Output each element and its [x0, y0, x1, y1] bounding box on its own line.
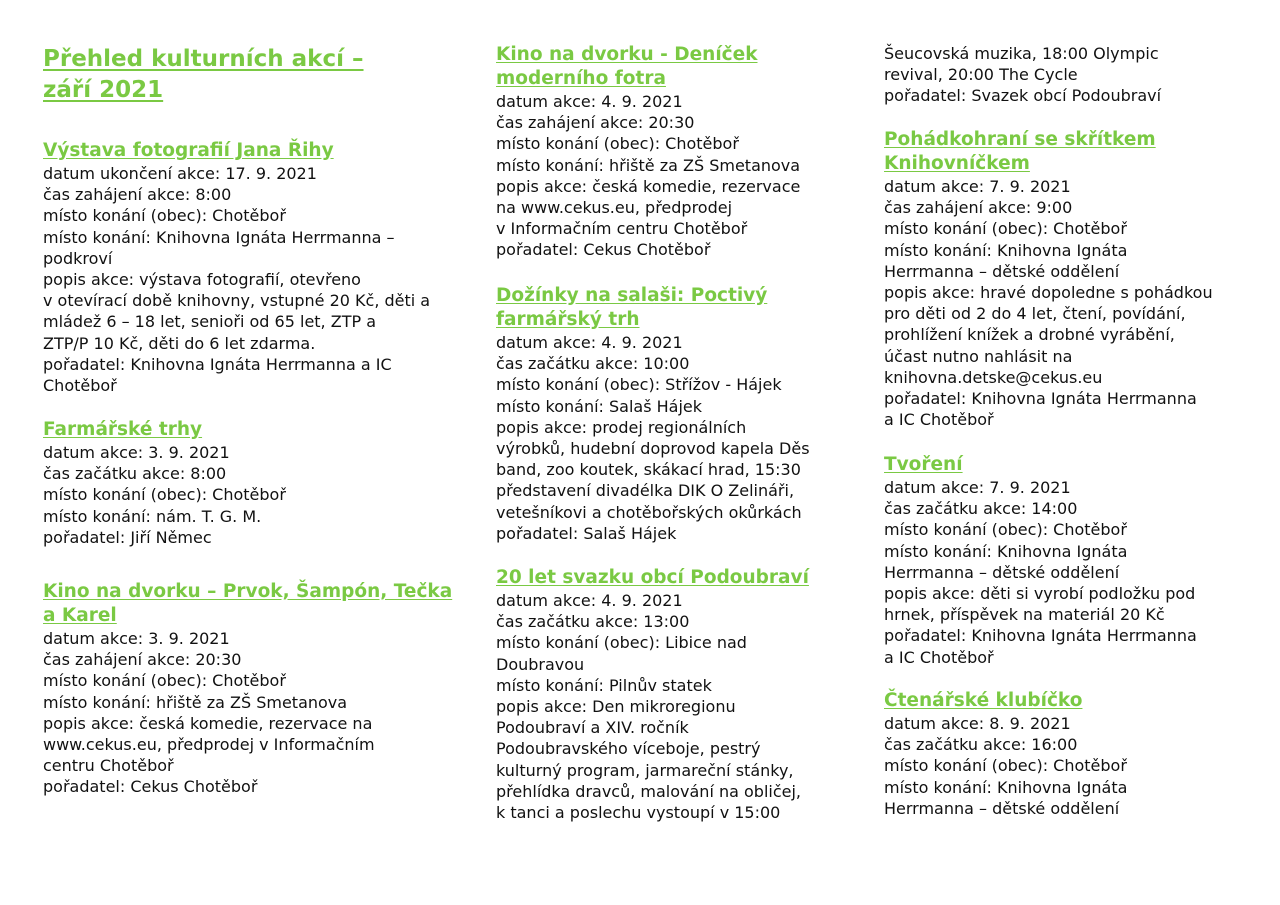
event-detail-line: prohlížení knížek a drobné vyrábění, [884, 325, 1175, 345]
event-detail-line: Herrmanna – dětské oddělení [884, 261, 1120, 281]
event-detail-line: Herrmanna – dětské oddělení [884, 562, 1120, 582]
event-detail-line: místo konání: Pilnův statek [496, 675, 712, 695]
event-detail-line: místo konání: hřiště za ZŠ Smetanova [43, 692, 348, 712]
event-detail-line: na www.cekus.eu, předprodej [496, 198, 733, 218]
event-detail-line: místo konání: Salaš Hájek [496, 396, 703, 416]
event-detail-line: pro děti od 2 do 4 let, čtení, povídání, [884, 304, 1186, 324]
event-detail-line: čas začátku akce: 8:00 [43, 464, 227, 484]
event-detail-line: datum akce: 4. 9. 2021 [496, 591, 683, 610]
event-detail-line: kulturný program, jarmareční stánky, [496, 760, 794, 780]
event-kino-na-dvorku-prvok-sampon-tecka-a-karel [43, 580, 453, 798]
event-detail-line: místo konání (obec): Chotěboř [884, 520, 1127, 540]
event-detail-line: popis akce: výstava fotografií, otevřeno [43, 270, 361, 290]
event-detail-line: místo konání (obec): Chotěboř [884, 756, 1127, 776]
event-detail-line: pořadatel: Jiří Němec [43, 527, 212, 547]
event-detail-line: band, zoo koutek, skákací hrad, 15:30 [496, 460, 801, 480]
event-detail-line: pořadatel: Cekus Chotěboř [496, 240, 711, 260]
event-detail-line: revival, 20:00 The Cycle [884, 65, 1078, 85]
event-detail-line: místo konání (obec): Libice nad [496, 633, 747, 653]
event-detail-line: Chotěboř [43, 376, 117, 396]
event-detail-line: popis akce: česká komedie, rezervace na [43, 713, 373, 733]
event-detail-line: pořadatel: Salaš Hájek [496, 523, 677, 543]
event-detail-line: datum akce: 8. 9. 2021 [884, 714, 1071, 733]
event-detail-line: datum akce: 3. 9. 2021 [43, 443, 230, 462]
event-detail-line: datum akce: 4. 9. 2021 [496, 92, 683, 111]
event-detail-line: centru Chotěboř [43, 756, 174, 776]
event-detail-line: čas zahájení akce: 8:00 [43, 185, 232, 205]
event-title: Tvoření [884, 454, 963, 475]
event-title: Výstava fotografií Jana Řihy [43, 140, 334, 161]
event-detail-line: a IC Chotěboř [884, 410, 994, 430]
event-detail-line: a IC Chotěboř [884, 647, 994, 667]
event-detail-line: čas zahájení akce: 20:30 [43, 650, 242, 670]
event-detail-line: vetešníkovi a chotěbořských okůrkách [496, 502, 802, 522]
event-detail-line: místo konání: Knihovna Ignáta Herrmanna – [43, 227, 395, 247]
event-detail-line: místo konání: nám. T. G. M. [43, 506, 262, 526]
event-detail-line: představení divadélka DIK O Zelináři, [496, 481, 795, 501]
event-detail-line: popis akce: česká komedie, rezervace [496, 176, 801, 196]
event-detail-line: čas zahájení akce: 9:00 [884, 198, 1073, 218]
event-continued [884, 43, 1264, 107]
event-detail-line: www.cekus.eu, předprodej v Informačním [43, 735, 375, 755]
event-title: Farmářské trhy [43, 419, 203, 440]
event-detail-line: popis akce: hravé dopoledne s pohádkou [884, 283, 1213, 303]
event-kino-na-dvorku-denicek-moderniho-fotra [496, 43, 856, 261]
event-detail-line: knihovna.detske@cekus.eu [884, 367, 1103, 387]
event-detail-line: čas začátku akce: 16:00 [884, 735, 1078, 755]
event-detail-line: Podoubraví a XIV. ročník [496, 718, 689, 738]
event-ctenarske-klubicko [884, 689, 1264, 819]
event-title: Kino na dvorku – Prvok, Šampón, Tečka a Karel [43, 581, 453, 626]
event-detail-line: mládež 6 – 18 let, senioři od 65 let, ZTP a [43, 312, 376, 332]
event-title: 20 let svazku obcí Podoubraví [496, 567, 809, 588]
event-detail-line: místo konání (obec): Chotěboř [496, 134, 739, 154]
event-detail-line: místo konání (obec): Chotěboř [43, 206, 286, 226]
event-title: Kino na dvorku - Deníček moderního fotra [496, 44, 758, 89]
event-detail-line: místo konání (obec): Chotěboř [43, 485, 286, 505]
event-detail-line: výrobků, hudební doprovod kapela Děs [496, 439, 810, 459]
page-title: Přehled kulturních akcí – září 2021 [43, 46, 364, 103]
event-pohadkohrani-se-skritkem-knihovnickem [884, 128, 1264, 430]
event-detail-line: čas zahájení akce: 20:30 [496, 113, 695, 133]
event-detail-line: místo konání: Knihovna Ignáta [884, 240, 1128, 260]
event-title: Pohádkohraní se skřítkem Knihovníčkem [884, 129, 1156, 174]
event-detail-line: místo konání (obec): Chotěboř [884, 219, 1127, 239]
event-detail-line: k tanci a poslechu vystoupí v 15:00 [496, 803, 781, 823]
event-detail-line: popis akce: děti si vyrobí podložku pod [884, 584, 1196, 604]
event-detail-line: pořadatel: Knihovna Ignáta Herrmanna [884, 389, 1197, 409]
event-detail-line: účast nutno nahlásit na [884, 346, 1073, 366]
event-detail-line: v Informačním centru Chotěboř [496, 219, 748, 239]
event-detail-line: místo konání: Knihovna Ignáta [884, 541, 1128, 561]
event-detail-line: místo konání: hřiště za ZŠ Smetanova [496, 155, 801, 175]
event-detail-line: ZTP/P 10 Kč, děti do 6 let zdarma. [43, 333, 316, 353]
event-detail-line: místo konání (obec): Chotěboř [43, 671, 286, 691]
event-detail-line: přehlídka dravců, malování na obličej, [496, 781, 802, 801]
event-detail-line: pořadatel: Knihovna Ignáta Herrmanna a IC [43, 354, 392, 374]
event-detail-line: datum akce: 4. 9. 2021 [496, 333, 683, 352]
event-20-let-svazku-obci-podoubravi [496, 566, 856, 823]
event-detail-line: místo konání (obec): Střížov - Hájek [496, 375, 782, 395]
event-detail-line: čas začátku akce: 14:00 [884, 499, 1078, 519]
event-detail-line: datum akce: 7. 9. 2021 [884, 478, 1071, 497]
event-detail-line: Doubravou [496, 654, 585, 674]
event-detail-line: hrnek, příspěvek na materiál 20 Kč [884, 605, 1165, 625]
event-detail-line: v otevírací době knihovny, vstupné 20 Kč, děti a [43, 291, 431, 311]
event-title: Čtenářské klubíčko [884, 690, 1083, 711]
event-detail-line: čas začátku akce: 13:00 [496, 612, 690, 632]
event-detail-line: pořadatel: Svazek obcí Podoubraví [884, 86, 1162, 106]
event-title: Dožínky na salaši: Poctivý farmářský trh [496, 285, 768, 330]
event-detail-line: datum akce: 3. 9. 2021 [43, 629, 230, 648]
event-detail-line: Šeucovská muzika, 18:00 Olympic [884, 44, 1159, 63]
event-detail-line: Podoubravského víceboje, pestrý [496, 739, 761, 759]
event-dozinky-na-salasi-poctivy-farmarsky-trh [496, 284, 856, 544]
event-detail-line: pořadatel: Knihovna Ignáta Herrmanna [884, 626, 1197, 646]
event-detail-line: Herrmanna – dětské oddělení [884, 798, 1120, 818]
event-farmarske-trhy [43, 418, 453, 548]
event-detail-line: místo konání: Knihovna Ignáta [884, 777, 1128, 797]
event-detail-line: popis akce: Den mikroregionu [496, 697, 736, 717]
event-detail-line: čas začátku akce: 10:00 [496, 354, 690, 374]
event-vystava-fotografii-jana-rihy [43, 139, 453, 396]
event-detail-line: datum ukončení akce: 17. 9. 2021 [43, 164, 317, 183]
event-detail-line: podkroví [43, 248, 113, 268]
event-detail-line: datum akce: 7. 9. 2021 [884, 177, 1071, 196]
event-detail-line: popis akce: prodej regionálních [496, 417, 747, 437]
event-detail-line: pořadatel: Cekus Chotěboř [43, 777, 258, 797]
event-tvoreni [884, 453, 1264, 668]
